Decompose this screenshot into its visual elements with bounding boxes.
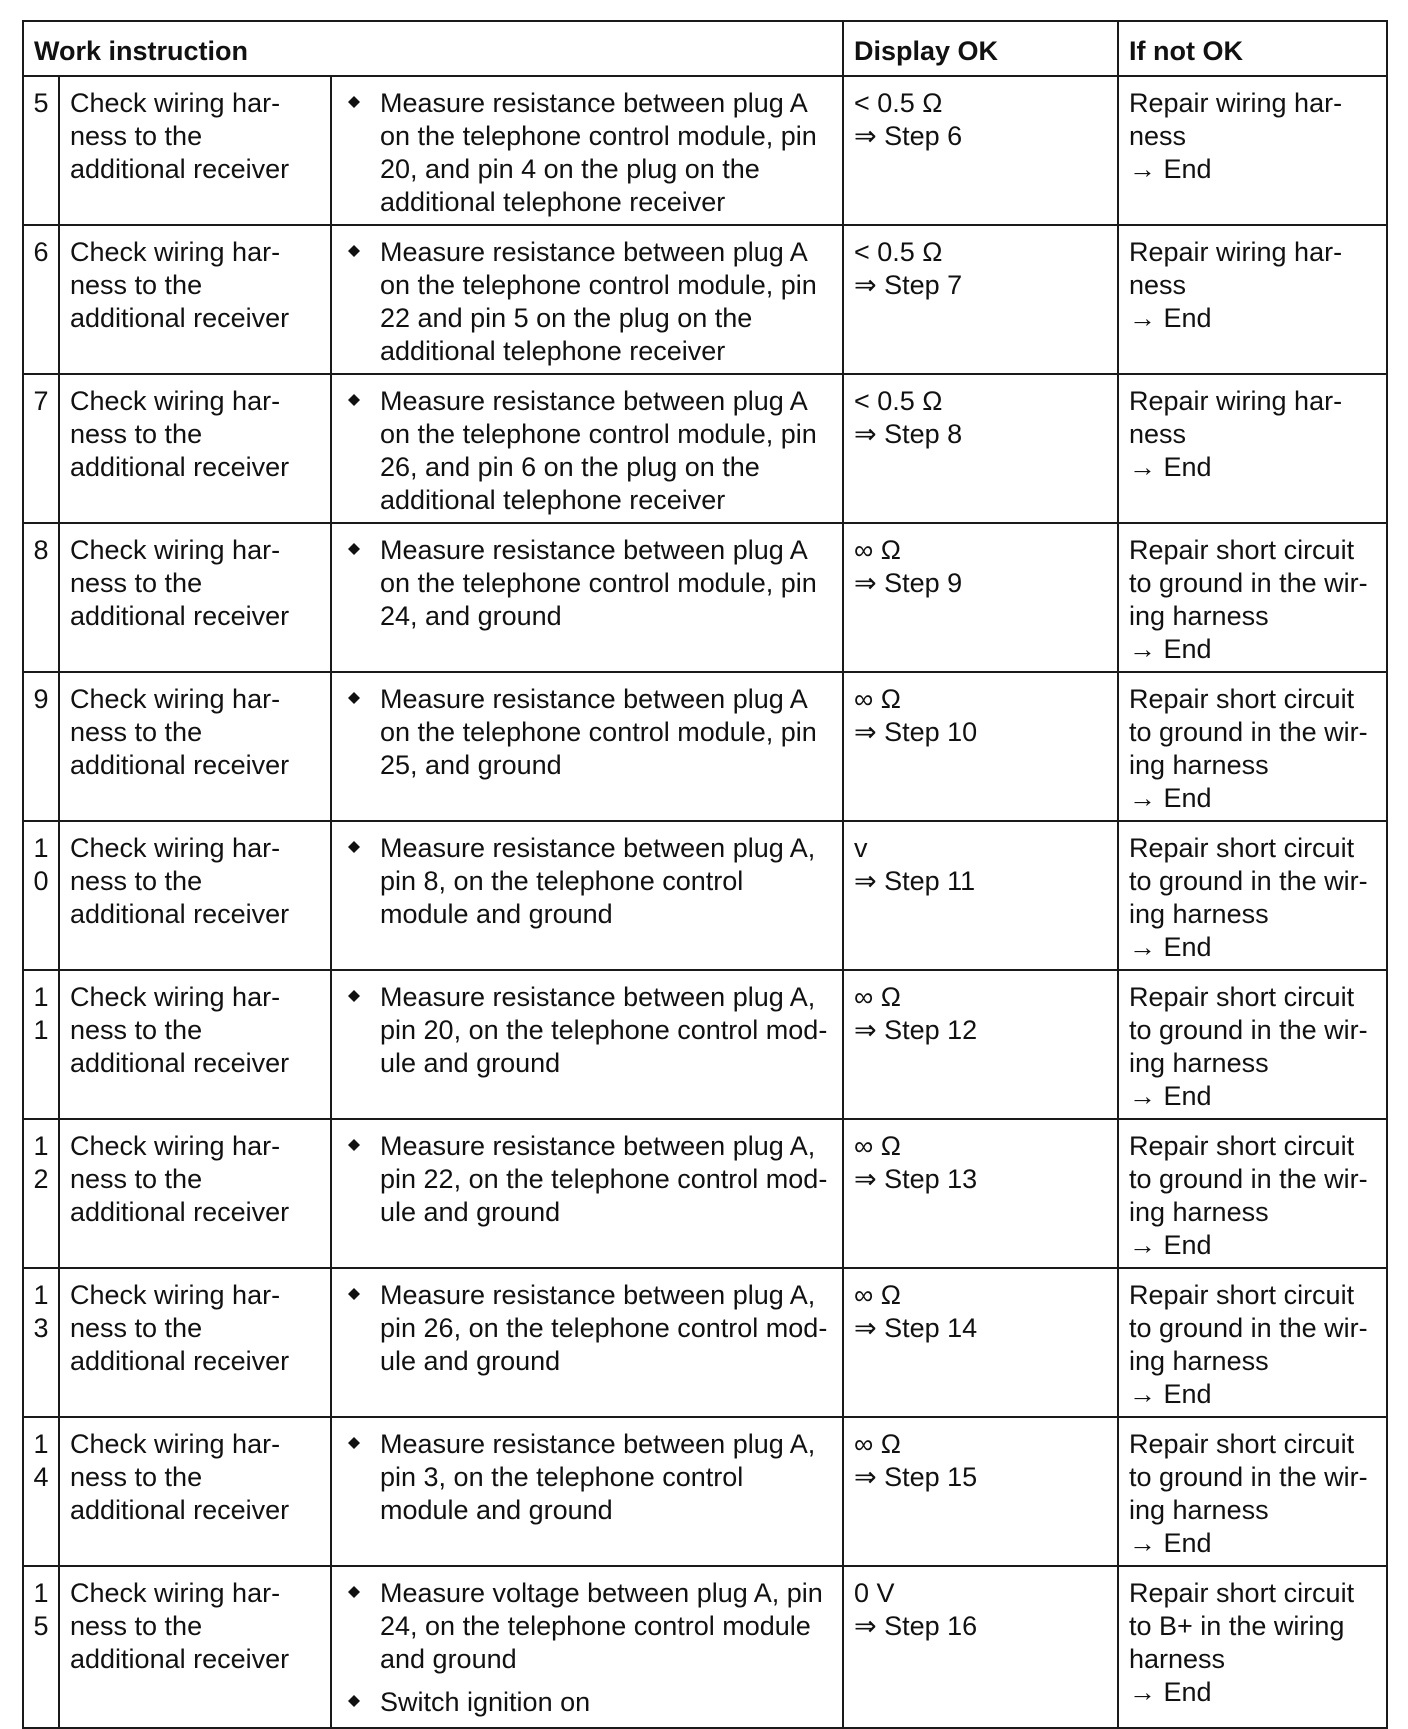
diamond-bullet-icon xyxy=(348,1437,360,1449)
display-ok-cell xyxy=(843,1417,1118,1566)
task-text: Check wiring har-ness to the additional receiver xyxy=(70,1131,290,1227)
if-not-ok-end: → End xyxy=(1129,1677,1212,1707)
if-not-ok-end: → End xyxy=(1129,634,1212,664)
display-next-step: ⇒ Step 11 xyxy=(854,866,976,896)
step-number-cell xyxy=(23,225,59,374)
action-item xyxy=(340,1428,834,1527)
display-next-step: ⇒ Step 12 xyxy=(854,1015,978,1045)
action-cell xyxy=(331,1268,843,1417)
action-item xyxy=(340,1130,834,1229)
action-text: Measure resistance between plug A on the telephone control module, pin 24, and ground xyxy=(380,535,817,631)
diamond-bullet-icon xyxy=(348,1586,360,1598)
if-not-ok-cell xyxy=(1118,970,1387,1119)
if-not-ok-text: Repair wiring har-ness xyxy=(1129,88,1343,151)
if-not-ok-cell xyxy=(1118,76,1387,225)
display-value: < 0.5 Ω xyxy=(854,237,943,267)
action-list xyxy=(340,683,834,782)
step-number: 5 xyxy=(33,88,49,118)
display-next-step: ⇒ Step 13 xyxy=(854,1164,978,1194)
table-row xyxy=(23,1566,1387,1728)
task-text: Check wiring har-ness to the additional receiver xyxy=(70,982,290,1078)
action-cell xyxy=(331,76,843,225)
action-text: Measure resistance between plug A on the telephone control module, pin 22 and pin 5 on the plug on the additional telephone receiver xyxy=(380,237,817,366)
display-ok-cell xyxy=(843,523,1118,672)
action-list xyxy=(340,981,834,1080)
diamond-bullet-icon xyxy=(348,394,360,406)
if-not-ok-cell xyxy=(1118,523,1387,672)
display-ok-cell xyxy=(843,225,1118,374)
task-cell xyxy=(59,374,331,523)
if-not-ok-text: Repair short circuit to ground in the wir-ing harness xyxy=(1129,535,1368,631)
action-item xyxy=(340,981,834,1080)
display-value: ∞ Ω xyxy=(854,1429,901,1459)
if-not-ok-text: Repair short circuit to ground in the wir-ing harness xyxy=(1129,1280,1368,1376)
action-text: Measure voltage between plug A, pin 24, on the telephone control module and ground xyxy=(380,1578,823,1674)
if-not-ok-cell xyxy=(1118,1417,1387,1566)
if-not-ok-end: → End xyxy=(1129,154,1212,184)
if-not-ok-end: → End xyxy=(1129,1528,1212,1558)
task-text: Check wiring har-ness to the additional receiver xyxy=(70,386,290,482)
action-text: Measure resistance between plug A on the telephone control module, pin 26, and pin 6 on the plug on the additional telephone receiver xyxy=(380,386,817,515)
action-item xyxy=(340,1577,834,1676)
step-number-cell xyxy=(23,1268,59,1417)
action-list xyxy=(340,385,834,517)
if-not-ok-end: → End xyxy=(1129,1230,1212,1260)
action-text: Measure resistance between plug A, pin 26, on the telephone control mod-ule and ground xyxy=(380,1280,828,1376)
display-value: ∞ Ω xyxy=(854,535,901,565)
action-list xyxy=(340,832,834,931)
action-list xyxy=(340,1130,834,1229)
display-value: ∞ Ω xyxy=(854,982,901,1012)
table-row xyxy=(23,1119,1387,1268)
action-list xyxy=(340,236,834,368)
table-header-row xyxy=(23,21,1387,76)
task-text: Check wiring har-ness to the additional receiver xyxy=(70,1578,290,1674)
action-cell xyxy=(331,225,843,374)
table-row xyxy=(23,1417,1387,1566)
step-number-cell xyxy=(23,821,59,970)
if-not-ok-end: → End xyxy=(1129,452,1212,482)
action-cell xyxy=(331,1119,843,1268)
step-number-cell xyxy=(23,374,59,523)
action-item xyxy=(340,1686,834,1719)
if-not-ok-text: Repair short circuit to B+ in the wiring harness xyxy=(1129,1578,1355,1674)
task-cell xyxy=(59,821,331,970)
if-not-ok-cell xyxy=(1118,1268,1387,1417)
display-next-step: ⇒ Step 16 xyxy=(854,1611,978,1641)
display-value: < 0.5 Ω xyxy=(854,88,943,118)
task-cell xyxy=(59,1417,331,1566)
table-row xyxy=(23,76,1387,225)
step-number: 8 xyxy=(33,535,49,565)
display-value: < 0.5 Ω xyxy=(854,386,943,416)
if-not-ok-cell xyxy=(1118,1119,1387,1268)
action-list xyxy=(340,534,834,633)
action-text: Measure resistance between plug A on the telephone control module, pin 20, and pin 4 on the plug on the additional telephone receiver xyxy=(380,88,817,217)
if-not-ok-end: → End xyxy=(1129,932,1212,962)
table-row xyxy=(23,821,1387,970)
step-number-cell xyxy=(23,1417,59,1566)
action-cell xyxy=(331,523,843,672)
display-ok-cell xyxy=(843,821,1118,970)
table-row xyxy=(23,225,1387,374)
display-value: ∞ Ω xyxy=(854,684,901,714)
if-not-ok-end: → End xyxy=(1129,1379,1212,1409)
action-item xyxy=(340,683,834,782)
if-not-ok-end: → End xyxy=(1129,783,1212,813)
if-not-ok-cell xyxy=(1118,672,1387,821)
diamond-bullet-icon xyxy=(348,1695,360,1707)
display-value: ∞ Ω xyxy=(854,1131,901,1161)
task-cell xyxy=(59,1566,331,1728)
step-number: 6 xyxy=(33,237,49,267)
task-text: Check wiring har-ness to the additional receiver xyxy=(70,684,290,780)
display-next-step: ⇒ Step 6 xyxy=(854,121,963,151)
diamond-bullet-icon xyxy=(348,1139,360,1151)
action-cell xyxy=(331,1417,843,1566)
action-item xyxy=(340,385,834,517)
step-number-cell xyxy=(23,1119,59,1268)
step-number-cell xyxy=(23,76,59,225)
display-next-step: ⇒ Step 7 xyxy=(854,270,963,300)
action-item xyxy=(340,87,834,219)
task-cell xyxy=(59,523,331,672)
step-number-cell xyxy=(23,523,59,672)
action-list xyxy=(340,1428,834,1527)
step-number: 9 xyxy=(33,684,49,714)
task-text: Check wiring har-ness to the additional receiver xyxy=(70,1280,290,1376)
if-not-ok-text: Repair short circuit to ground in the wir-ing harness xyxy=(1129,833,1368,929)
display-next-step: ⇒ Step 8 xyxy=(854,419,963,449)
task-cell xyxy=(59,970,331,1119)
diamond-bullet-icon xyxy=(348,1288,360,1300)
header-work-instruction: Work instruction xyxy=(23,21,843,76)
if-not-ok-cell xyxy=(1118,821,1387,970)
step-number-cell xyxy=(23,970,59,1119)
diamond-bullet-icon xyxy=(348,96,360,108)
if-not-ok-end: → End xyxy=(1129,1081,1212,1111)
diamond-bullet-icon xyxy=(348,245,360,257)
action-item xyxy=(340,832,834,931)
table-body xyxy=(23,76,1387,1728)
action-cell xyxy=(331,821,843,970)
if-not-ok-text: Repair wiring har-ness xyxy=(1129,386,1343,449)
action-list xyxy=(340,1279,834,1378)
task-text: Check wiring har-ness to the additional receiver xyxy=(70,1429,290,1525)
diamond-bullet-icon xyxy=(348,990,360,1002)
display-ok-cell xyxy=(843,970,1118,1119)
display-ok-cell xyxy=(843,1268,1118,1417)
action-item xyxy=(340,534,834,633)
action-list xyxy=(340,1577,834,1719)
action-text: Measure resistance between plug A, pin 20, on the telephone control mod-ule and ground xyxy=(380,982,828,1078)
display-value: v xyxy=(854,833,868,863)
display-ok-cell xyxy=(843,374,1118,523)
table-row xyxy=(23,1268,1387,1417)
task-text: Check wiring har-ness to the additional receiver xyxy=(70,88,290,184)
action-item xyxy=(340,1279,834,1378)
display-ok-cell xyxy=(843,1119,1118,1268)
action-cell xyxy=(331,374,843,523)
task-text: Check wiring har-ness to the additional receiver xyxy=(70,237,290,333)
step-number-cell xyxy=(23,1566,59,1728)
task-cell xyxy=(59,1268,331,1417)
action-text: Measure resistance between plug A, pin 22, on the telephone control mod-ule and ground xyxy=(380,1131,828,1227)
step-number: 7 xyxy=(33,386,49,416)
action-text: Measure resistance between plug A, pin 8, on the telephone control module and ground xyxy=(380,833,816,929)
display-value: ∞ Ω xyxy=(854,1280,901,1310)
diamond-bullet-icon xyxy=(348,692,360,704)
if-not-ok-text: Repair short circuit to ground in the wir-ing harness xyxy=(1129,1131,1368,1227)
action-text: Measure resistance between plug A on the telephone control module, pin 25, and ground xyxy=(380,684,817,780)
task-text: Check wiring har-ness to the additional receiver xyxy=(70,535,290,631)
if-not-ok-end: → End xyxy=(1129,303,1212,333)
task-text: Check wiring har-ness to the additional receiver xyxy=(70,833,290,929)
diamond-bullet-icon xyxy=(348,543,360,555)
step-number: 13 xyxy=(33,1280,49,1343)
if-not-ok-cell xyxy=(1118,374,1387,523)
display-ok-cell xyxy=(843,76,1118,225)
step-number-cell xyxy=(23,672,59,821)
step-number: 12 xyxy=(33,1131,49,1194)
task-cell xyxy=(59,1119,331,1268)
table-row xyxy=(23,672,1387,821)
if-not-ok-cell xyxy=(1118,1566,1387,1728)
action-text: Measure resistance between plug A, pin 3, on the telephone control module and ground xyxy=(380,1429,816,1525)
if-not-ok-text: Repair short circuit to ground in the wir-ing harness xyxy=(1129,684,1368,780)
action-item xyxy=(340,236,834,368)
table-row xyxy=(23,523,1387,672)
task-cell xyxy=(59,225,331,374)
step-number: 15 xyxy=(33,1578,49,1641)
display-value: 0 V xyxy=(854,1578,895,1608)
table-row xyxy=(23,970,1387,1119)
diamond-bullet-icon xyxy=(348,841,360,853)
if-not-ok-cell xyxy=(1118,225,1387,374)
header-display-ok: Display OK xyxy=(843,21,1118,76)
if-not-ok-text: Repair short circuit to ground in the wir-ing harness xyxy=(1129,1429,1368,1525)
step-number: 10 xyxy=(33,833,49,896)
action-cell xyxy=(331,672,843,821)
task-cell xyxy=(59,672,331,821)
step-number: 11 xyxy=(33,982,49,1045)
table-row xyxy=(23,374,1387,523)
display-ok-cell xyxy=(843,672,1118,821)
display-next-step: ⇒ Step 14 xyxy=(854,1313,978,1343)
if-not-ok-text: Repair wiring har-ness xyxy=(1129,237,1343,300)
display-next-step: ⇒ Step 9 xyxy=(854,568,963,598)
action-cell xyxy=(331,970,843,1119)
if-not-ok-text: Repair short circuit to ground in the wir-ing harness xyxy=(1129,982,1368,1078)
action-cell xyxy=(331,1566,843,1728)
action-text: Switch ignition on xyxy=(380,1687,591,1717)
work-instruction-table xyxy=(22,20,1388,1729)
display-next-step: ⇒ Step 10 xyxy=(854,717,978,747)
header-if-not-ok: If not OK xyxy=(1118,21,1387,76)
action-list xyxy=(340,87,834,219)
step-number: 14 xyxy=(33,1429,49,1492)
task-cell xyxy=(59,76,331,225)
display-ok-cell xyxy=(843,1566,1118,1728)
display-next-step: ⇒ Step 15 xyxy=(854,1462,978,1492)
